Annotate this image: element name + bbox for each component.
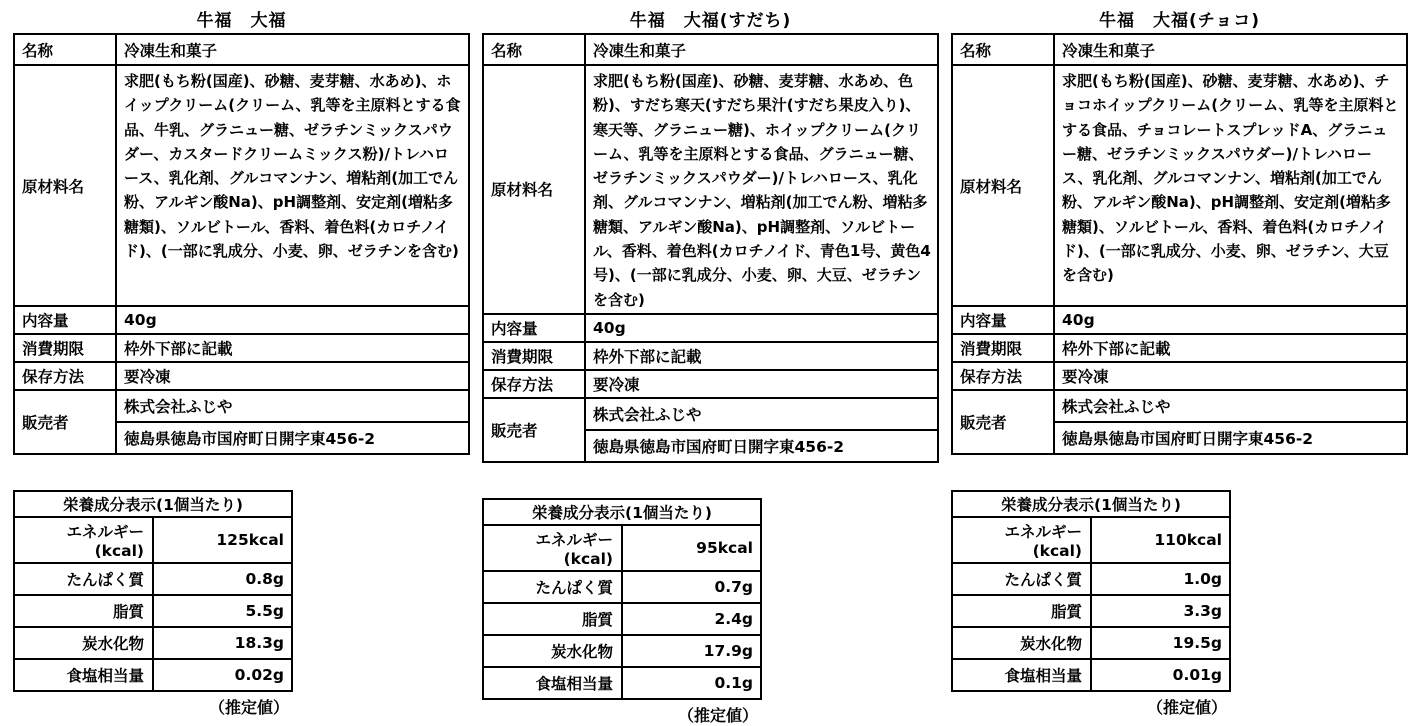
storage-value: 要冷凍	[1054, 362, 1407, 390]
name-value: 冷凍生和菓子	[585, 34, 938, 65]
nutrition-section	[951, 490, 1408, 718]
nutrition-energy-value: 95kcal	[622, 525, 761, 571]
nutrition-title: 栄養成分表示(1個当たり)	[483, 499, 761, 525]
net-content-row	[14, 306, 469, 334]
nutrition-title-row	[952, 491, 1230, 517]
nutrition-salt-value: 0.1g	[622, 667, 761, 699]
nutrition-title: 栄養成分表示(1個当たり)	[14, 491, 292, 517]
ingredients-row	[14, 65, 469, 306]
name-value: 冷凍生和菓子	[1054, 34, 1407, 65]
ingredients-value: 求肥(もち粉(国産)、砂糖、麦芽糖、水あめ)、ホイップクリーム(クリーム、乳等を主原料とする食品、牛乳、グラニュー糖、ゼラチンミックスパウダー、カスタードクリームミックス粉)/トレハロース、乳化剤、グルコマンナン、増粘剤(加工でん粉、アルギン酸Na)、pH調整剤、安定剤(増粘多糖類)、ソルビトール、香料、着色料(カロチノイド)、(一部に乳成分、小麦、卵、ゼラチンを含む)	[116, 65, 469, 306]
nutrition-fat-row	[483, 603, 761, 635]
nutrition-carbs-row	[483, 635, 761, 667]
expiry-label: 消費期限	[14, 334, 116, 362]
storage-label: 保存方法	[14, 362, 116, 390]
nutrition-fat-label: 脂質	[483, 603, 622, 635]
nutrition-carbs-value: 17.9g	[622, 635, 761, 667]
nutrition-carbs-label: 炭水化物	[952, 627, 1091, 659]
net-content-value: 40g	[1054, 306, 1407, 334]
seller-name-value: 株式会社ふじや	[585, 398, 938, 430]
nutrition-carbs-label: 炭水化物	[483, 635, 622, 667]
nutrition-protein-label: たんぱく質	[952, 563, 1091, 595]
expiry-value: 枠外下部に記載	[585, 342, 938, 370]
nutrition-protein-value: 0.7g	[622, 571, 761, 603]
nutrition-energy-row	[483, 525, 761, 571]
storage-label: 保存方法	[483, 370, 585, 398]
seller-address-value: 徳島県徳島市国府町日開字東456-2	[1054, 422, 1407, 454]
nutrition-energy-row	[952, 517, 1230, 563]
nutrition-energy-row	[14, 517, 292, 563]
nutrition-table	[13, 490, 293, 692]
ingredients-label: 原材料名	[14, 65, 116, 306]
net-content-label: 内容量	[14, 306, 116, 334]
nutrition-salt-value: 0.02g	[153, 659, 292, 691]
nutrition-salt-value: 0.01g	[1091, 659, 1230, 691]
nutrition-salt-label: 食塩相当量	[952, 659, 1091, 691]
nutrition-protein-row	[483, 571, 761, 603]
expiry-label: 消費期限	[952, 334, 1054, 362]
ingredients-label: 原材料名	[483, 65, 585, 314]
net-content-value: 40g	[116, 306, 469, 334]
product-info-table	[482, 33, 939, 463]
nutrition-salt-row	[14, 659, 292, 691]
net-content-label: 内容量	[952, 306, 1054, 334]
nutrition-fat-value: 5.5g	[153, 595, 292, 627]
net-content-row	[952, 306, 1407, 334]
nutrition-protein-label: たんぱく質	[483, 571, 622, 603]
name-row	[483, 34, 938, 65]
seller-label: 販売者	[14, 390, 116, 454]
nutrition-title-row	[14, 491, 292, 517]
nutrition-protein-value: 1.0g	[1091, 563, 1230, 595]
product-label-column-1	[13, 10, 470, 726]
storage-value: 要冷凍	[585, 370, 938, 398]
seller-name-value: 株式会社ふじや	[1054, 390, 1407, 422]
expiry-value: 枠外下部に記載	[1054, 334, 1407, 362]
nutrition-energy-label: エネルギー(kcal)	[952, 517, 1091, 563]
expiry-value: 枠外下部に記載	[116, 334, 469, 362]
estimated-note: （推定値）	[208, 698, 289, 717]
nutrition-protein-row	[952, 563, 1230, 595]
nutrition-salt-row	[483, 667, 761, 699]
nutrition-section	[482, 498, 939, 726]
estimated-note: （推定値）	[677, 705, 758, 725]
seller-label: 販売者	[952, 390, 1054, 454]
nutrition-fat-label: 脂質	[952, 595, 1091, 627]
nutrition-table	[951, 490, 1231, 692]
nutrition-protein-value: 0.8g	[153, 563, 292, 595]
name-row	[14, 34, 469, 65]
net-content-row	[483, 314, 938, 342]
nutrition-energy-value: 125kcal	[153, 517, 292, 563]
seller-address-value: 徳島県徳島市国府町日開字東456-2	[585, 430, 938, 462]
expiry-row	[952, 334, 1407, 362]
ingredients-row	[952, 65, 1407, 306]
ingredients-row	[483, 65, 938, 314]
storage-row	[952, 362, 1407, 390]
nutrition-energy-label: エネルギー(kcal)	[483, 525, 622, 571]
name-label: 名称	[14, 34, 116, 65]
name-label: 名称	[952, 34, 1054, 65]
nutrition-title: 栄養成分表示(1個当たり)	[952, 491, 1230, 517]
seller-row	[483, 398, 938, 430]
nutrition-protein-label: たんぱく質	[14, 563, 153, 595]
nutrition-fat-value: 3.3g	[1091, 595, 1230, 627]
expiry-row	[483, 342, 938, 370]
nutrition-salt-row	[952, 659, 1230, 691]
seller-address-value: 徳島県徳島市国府町日開字東456-2	[116, 422, 469, 454]
product-info-table	[13, 33, 470, 455]
seller-label: 販売者	[483, 398, 585, 462]
net-content-label: 内容量	[483, 314, 585, 342]
name-row	[952, 34, 1407, 65]
storage-row	[483, 370, 938, 398]
product-title: 牛福 大福(すだち)	[629, 11, 792, 31]
ingredients-label: 原材料名	[952, 65, 1054, 306]
nutrition-fat-row	[952, 595, 1230, 627]
ingredients-value: 求肥(もち粉(国産)、砂糖、麦芽糖、水あめ)、チョコホイップクリーム(クリーム、乳等を主原料とする食品、チョコレートスプレッドA、グラニュー糖、ゼラチンミックスパウダー)/トレハロース、乳化剤、グルコマンナン、増粘剤(加工でん粉、アルギン酸Na)、pH調整剤、安定剤(増粘多糖類)、ソルビトール、香料、着色料(カロチノイド)、(一部に乳成分、小麦、卵、ゼラチン、大豆を含む)	[1054, 65, 1407, 306]
product-title: 牛福 大福	[196, 11, 287, 31]
nutrition-carbs-row	[952, 627, 1230, 659]
nutrition-energy-label: エネルギー(kcal)	[14, 517, 153, 563]
nutrition-table	[482, 498, 762, 700]
nutrition-fat-value: 2.4g	[622, 603, 761, 635]
nutrition-section	[13, 490, 470, 718]
storage-label: 保存方法	[952, 362, 1054, 390]
nutrition-title-row	[483, 499, 761, 525]
product-info-table	[951, 33, 1408, 455]
product-label-column-2	[482, 10, 939, 726]
seller-row	[952, 390, 1407, 422]
ingredients-value: 求肥(もち粉(国産)、砂糖、麦芽糖、水あめ、色粉)、すだち寒天(すだち果汁(すだち果皮入り)、寒天等、グラニュー糖)、ホイップクリーム(クリーム、乳等を主原料とする食品、グラニュー糖、ゼラチンミックスパウダー)/トレハロース、乳化剤、グルコマンナン、増粘剤(加工でん粉、増粘多糖類、アルギン酸Na)、pH調整剤、ソルビトール、香料、着色料(カロチノイド、青色1号、黄色4号)、(一部に乳成分、小麦、卵、大豆、ゼラチンを含む)	[585, 65, 938, 314]
storage-value: 要冷凍	[116, 362, 469, 390]
expiry-label: 消費期限	[483, 342, 585, 370]
nutrition-salt-label: 食塩相当量	[14, 659, 153, 691]
nutrition-fat-label: 脂質	[14, 595, 153, 627]
nutrition-energy-value: 110kcal	[1091, 517, 1230, 563]
nutrition-salt-label: 食塩相当量	[483, 667, 622, 699]
storage-row	[14, 362, 469, 390]
nutrition-carbs-value: 18.3g	[153, 627, 292, 659]
nutrition-protein-row	[14, 563, 292, 595]
name-label: 名称	[483, 34, 585, 65]
net-content-value: 40g	[585, 314, 938, 342]
estimated-note: （推定値）	[1146, 698, 1227, 717]
expiry-row	[14, 334, 469, 362]
seller-name-value: 株式会社ふじや	[116, 390, 469, 422]
nutrition-carbs-row	[14, 627, 292, 659]
product-title: 牛福 大福(チョコ)	[1098, 11, 1261, 31]
product-label-column-3	[951, 10, 1408, 726]
nutrition-fat-row	[14, 595, 292, 627]
name-value: 冷凍生和菓子	[116, 34, 469, 65]
nutrition-carbs-value: 19.5g	[1091, 627, 1230, 659]
seller-row	[14, 390, 469, 422]
nutrition-carbs-label: 炭水化物	[14, 627, 153, 659]
